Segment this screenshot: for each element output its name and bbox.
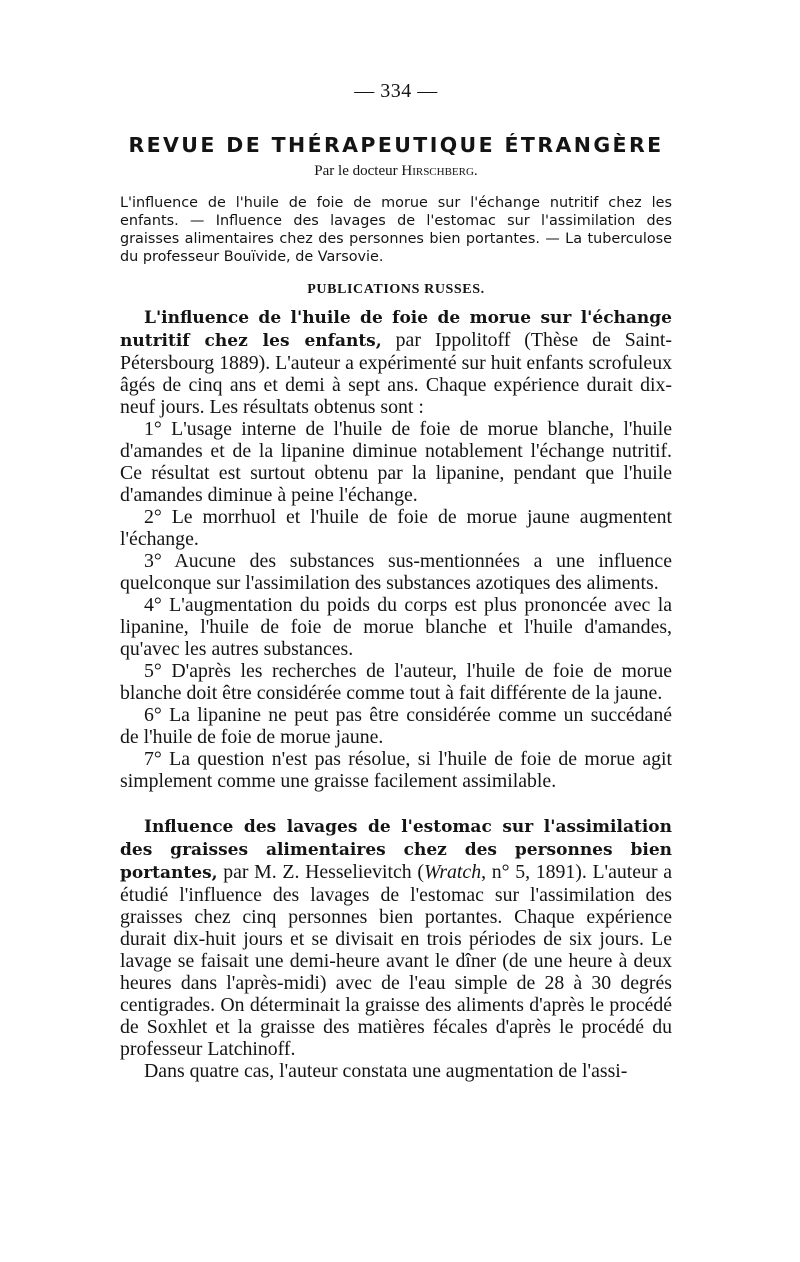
article-intro bbox=[120, 306, 672, 418]
byline bbox=[120, 163, 672, 180]
result-item: 2° Le morrhuol et l'huile de foie de morue jaune augmentent l'échange. bbox=[120, 506, 672, 550]
article-title: L'influence de l'huile de foie de morue sur l'échange nutritif chez les enfants, bbox=[120, 308, 672, 351]
section-heading: PUBLICATIONS RUSSES. bbox=[307, 282, 485, 297]
article-title: Influence des lavages de l'estomac sur l'assimilation des graisses alimentaires chez des personnes bien portantes, bbox=[120, 817, 672, 883]
article-body bbox=[120, 815, 672, 1060]
result-item: 7° La question n'est pas résolue, si l'huile de foie de morue agit simplement comme une graisse facilement assimilable. bbox=[120, 748, 672, 792]
page-number: — 334 — bbox=[354, 80, 438, 102]
article-cod-liver-oil bbox=[120, 306, 672, 792]
page bbox=[120, 80, 672, 1082]
article-gastric-lavage bbox=[120, 815, 672, 1082]
section-gap bbox=[120, 792, 672, 815]
result-item: 1° L'usage interne de l'huile de foie de morue blanche, l'huile d'amandes et de la lipanine diminue notablement l'échange nutritif. Ce résultat est surtout obtenu par la lipanine, pendant que l'huile d'amandes diminue à peine l'échange. bbox=[120, 418, 672, 506]
article-continuation: Dans quatre cas, l'auteur constata une augmentation de l'assi- bbox=[144, 1060, 628, 1082]
source-journal: Wratch bbox=[423, 861, 482, 883]
byline-author: Hirschberg. bbox=[401, 163, 478, 179]
result-item: 5° D'après les recherches de l'auteur, l'huile de foie de morue blanche doit être considérée comme tout à fait différente de la jaune. bbox=[120, 660, 672, 704]
article-author-prefix: par M. Z. Hesselievitch ( bbox=[217, 861, 424, 883]
journal-title: REVUE DE THÉRAPEUTIQUE ÉTRANGÈRE bbox=[128, 133, 664, 157]
summary: L'influence de l'huile de foie de morue sur l'échange nutritif chez les enfants. — Influence des lavages de l'estomac sur l'assimilation des graisses alimentaires chez des personnes bien portantes. — La tuberculose du professeur Bouïvide, de Varsovie. bbox=[120, 195, 672, 265]
result-item: 6° La lipanine ne peut pas être considérée comme un succédané de l'huile de foie de morue jaune. bbox=[120, 704, 672, 748]
result-item: 3° Aucune des substances sus-mentionnées a une influence quelconque sur l'assimilation des substances azotiques des aliments. bbox=[120, 550, 672, 594]
article-intro-text: par Ippolitoff (Thèse de Saint-Pétersbourg 1889). L'auteur a expérimenté sur huit enfants scrofuleux âgés de cinq ans et demi à sept ans. Chaque expérience durait dix-neuf jours. Les résultats obtenus sont : bbox=[120, 329, 672, 418]
result-item: 4° L'augmentation du poids du corps est plus prononcée avec la lipanine, l'huile de foie de morue blanche et l'huile d'amandes, qu'avec les autres substances. bbox=[120, 594, 672, 660]
article-body-text: , n° 5, 1891). L'auteur a étudié l'influence des lavages de l'estomac sur l'assimilation des graisses chez cinq personnes bien portantes. Chaque expérience durait dix-huit jours et se divisait en trois périodes de six jours. Le lavage se faisait une demi-heure avant le dîner (de une heure à deux heures dans l'après-midi) avec de l'eau simple de 28 à 30 degrés centigrades. On déterminait la graisse des aliments d'après le procédé de Soxhlet et la graisse des matières fécales d'après le procédé du professeur Latchinoff. bbox=[120, 861, 672, 1060]
byline-prefix: Par le docteur bbox=[314, 163, 402, 179]
